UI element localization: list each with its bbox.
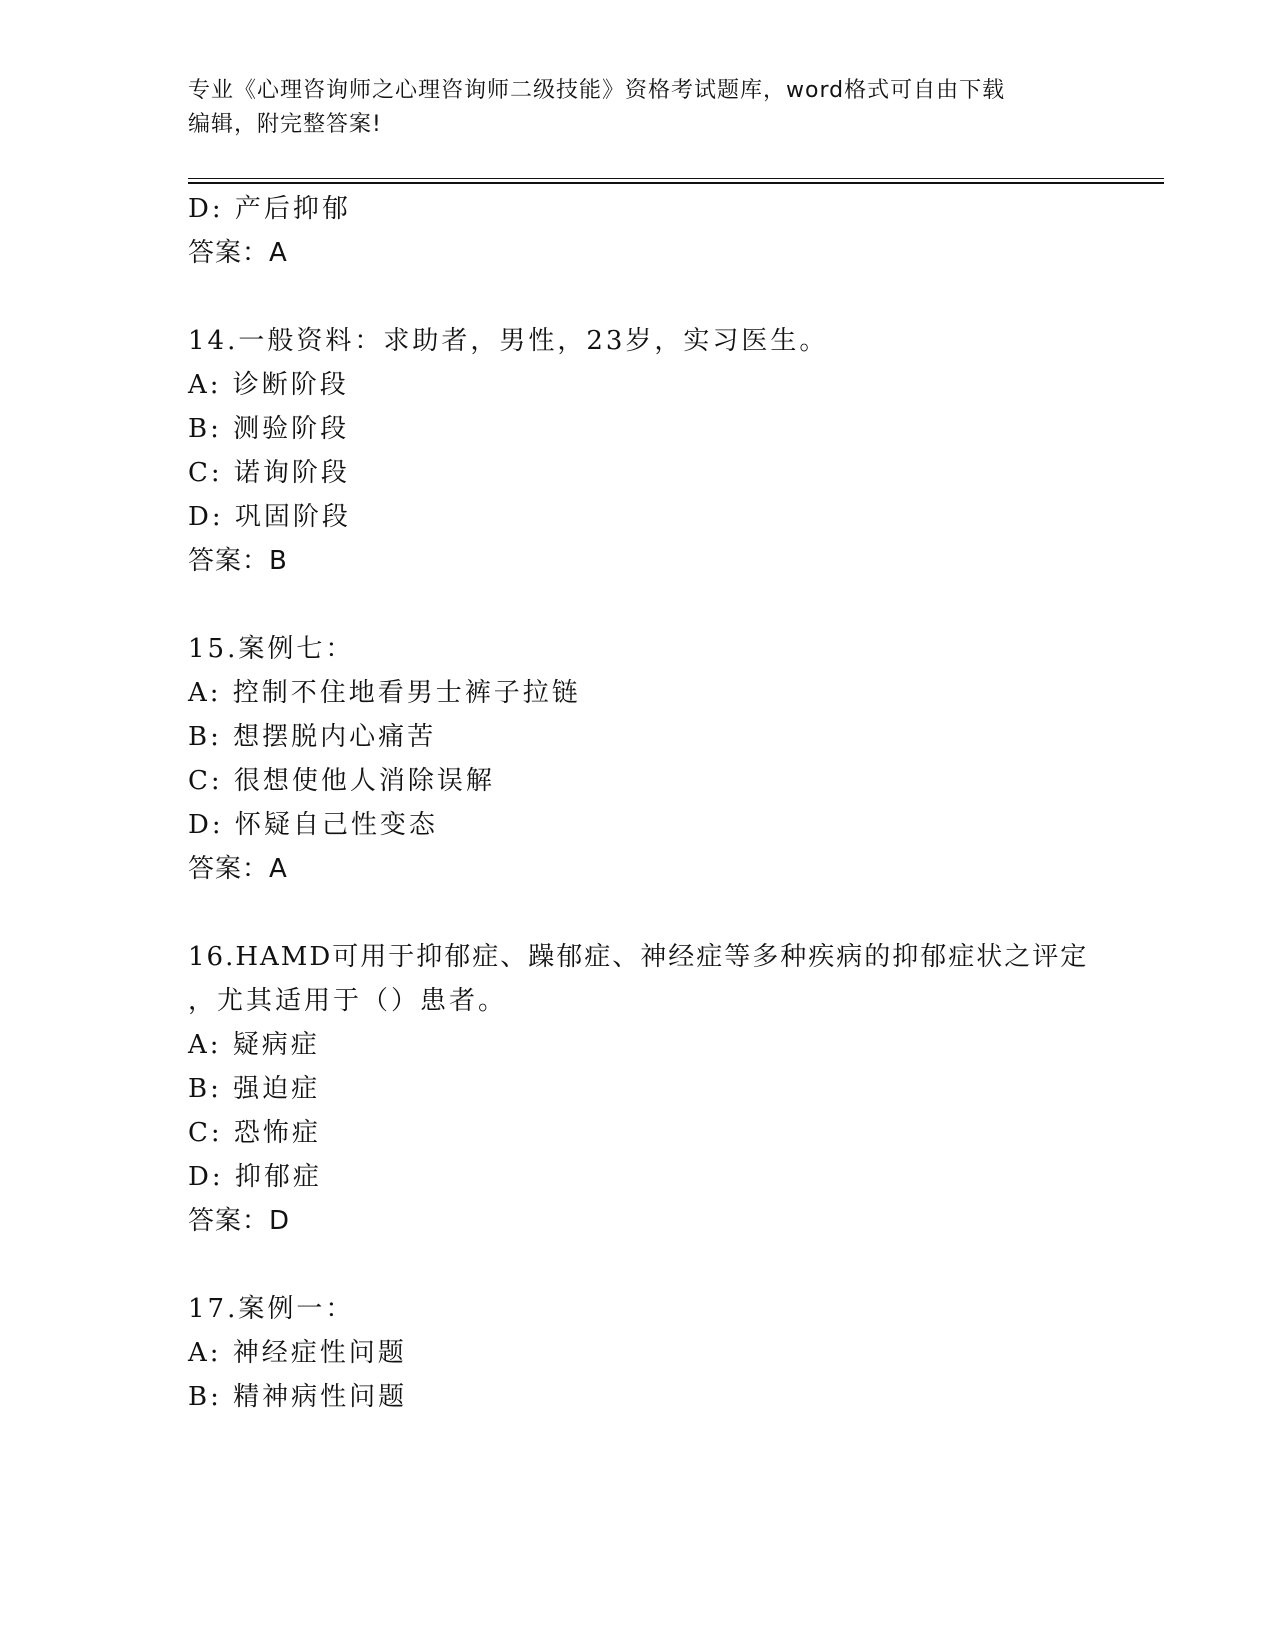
- question-14-option-b: B: 测验阶段: [188, 414, 350, 444]
- question-16-answer: 答案：D: [188, 1206, 291, 1236]
- question-17-option-a: A: 神经症性问题: [188, 1338, 407, 1368]
- header-line-1: 专业《心理咨询师之心理咨询师二级技能》资格考试题库，word格式可自由下载: [188, 78, 1006, 103]
- page-header: [188, 74, 1088, 142]
- question-17-stem: 17.案例一：: [188, 1294, 355, 1324]
- question-14-option-c: C: 诺询阶段: [188, 458, 350, 488]
- question-16-option-c: C: 恐怖症: [188, 1118, 321, 1148]
- question-15-option-d: D: 怀疑自己性变态: [188, 810, 438, 840]
- question-17-option-b: B: 精神病性问题: [188, 1382, 408, 1412]
- option-d: D: 产后抑郁: [188, 194, 351, 224]
- question-14-option-a: A: 诊断阶段: [188, 370, 349, 400]
- question-15-option-c: C: 很想使他人消除误解: [188, 766, 495, 796]
- header-line-2: 编辑，附完整答案!: [188, 112, 382, 137]
- question-15-option-a: A: 控制不住地看男士裤子拉链: [188, 678, 581, 708]
- question-14-stem: 14.一般资料：求助者，男性，23岁，实习医生。: [188, 326, 829, 356]
- question-16-option-a: A: 疑病症: [188, 1030, 320, 1060]
- question-16-option-d: D: 抑郁症: [188, 1162, 322, 1192]
- question-15-stem: 15.案例七：: [188, 634, 355, 664]
- answer-label: 答案：A: [188, 238, 288, 268]
- question-16-stem-line-1: 16.HAMD可用于抑郁症、躁郁症、神经症等多种疾病的抑郁症状之评定: [188, 942, 1089, 972]
- question-16-stem-line-2: ，尤其适用于（）患者。: [188, 986, 508, 1016]
- question-16-option-b: B: 强迫症: [188, 1074, 321, 1104]
- question-14-answer: 答案：B: [188, 546, 288, 576]
- question-15-answer: 答案：A: [188, 854, 288, 884]
- question-14-option-d: D: 巩固阶段: [188, 502, 351, 532]
- question-15-option-b: B: 想摆脱内心痛苦: [188, 722, 437, 752]
- header-divider-top: [188, 178, 1164, 179]
- header-divider-bottom: [188, 182, 1164, 184]
